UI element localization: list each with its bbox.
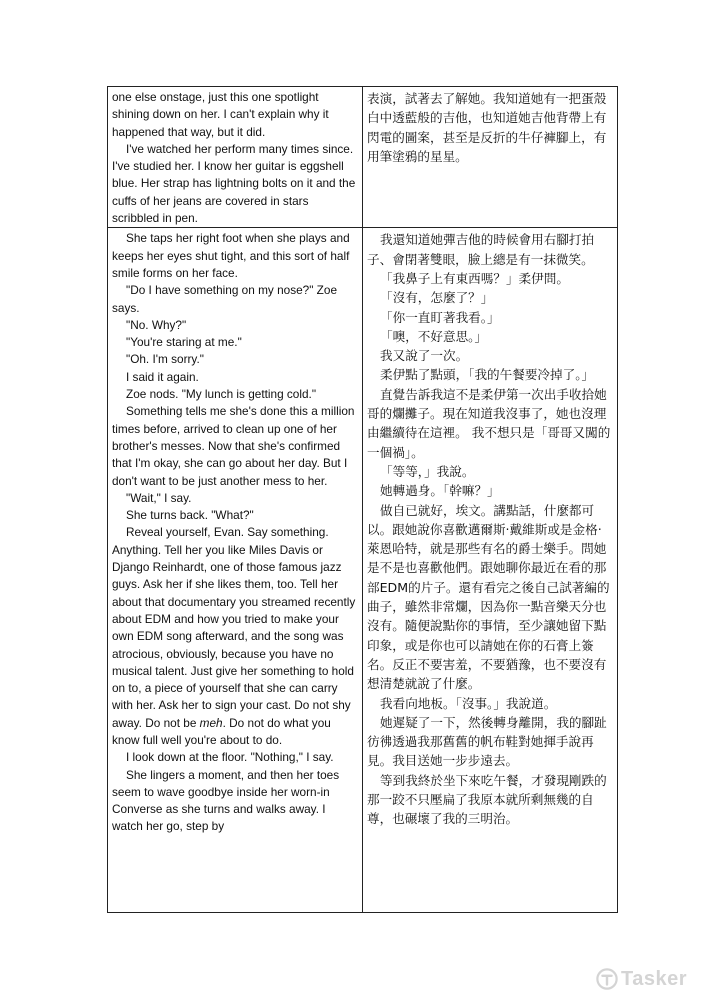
tasker-logo-icon — [596, 968, 618, 990]
en-paragraph: one else onstage, just this one spotlight shining down on her. I can't explain why it happened that way, but it did. — [112, 90, 329, 139]
en-paragraph: She lingers a moment, and then her toes seem to wave goodbye inside her worn-in Converse as she turns and walks away. I watch her go, step by — [112, 767, 340, 834]
en-paragraph: "Oh. I'm sorry." — [126, 352, 204, 367]
zh-paragraph: 直覺告訴我這不是柔伊第一次出手收拾她哥的爛攤子。現在知道我沒事了，她也沒理由繼續待在這裡。 我不想只是「哥哥又闖的一個禍」。 — [367, 386, 611, 460]
table-row — [108, 87, 618, 228]
en-text: Reveal yourself, Evan. Say something. Anything. Tell her you like Miles Davis or Django Reinhardt, one of those famous jazz guys. Ask her if she likes them, too. Tell her about that documentary you streamed recently about EDM and how you tried to make your own EDM song afterward, and the song was atrocious, obviously, because you have no musical talent. Just give her something to hold on to, a piece of yourself that she can carry with her. Ask her to sign your cast. Do not shy away. Do not be — [112, 525, 356, 730]
zh-paragraph: 做自已就好，埃文。講點話，什麼都可以。跟她說你喜歡邁爾斯‧戴維斯或是金格‧萊恩哈特，就是那些有名的爵士樂手。問她是不是也喜歡他們。跟她聊你最近在看的那部EDM的片子。還有看完之後自己試著編的曲子，雖然非常爛，因為你一點音樂天分也沒有。隨便說點你的事情，至少讓她留下點印象，或是你也可以請她在你的石膏上簽名。反正不要害羞，不要猶豫，也不要沒有想清楚就說了什麼。 — [367, 502, 610, 692]
en-paragraph: I said it again. — [126, 369, 199, 384]
zh-paragraph: 我看向地板。「沒事。」我說道。 — [380, 695, 557, 711]
table-row — [108, 228, 618, 913]
zh-paragraph: 「等等，」我說。 — [380, 463, 475, 479]
zh-paragraph: 「噢，不好意思。」 — [380, 328, 488, 344]
bilingual-table — [107, 86, 618, 913]
english-cell — [108, 228, 363, 913]
zh-paragraph: 我還知道她彈吉他的時候會用右腳打拍子、會閉著雙眼，臉上總是有一抹微笑。 — [367, 232, 595, 267]
watermark-text: Tasker — [621, 967, 688, 990]
en-paragraph: "No. Why?" — [126, 317, 187, 332]
en-paragraph — [112, 524, 358, 749]
zh-paragraph: 表演，試著去了解她。我知道她有一把蛋殼白中透藍般的吉他，也知道她吉他背帶上有閃電的圖案，甚至是反折的牛仔褲腳上，有用筆塗鴉的星星。 — [367, 91, 607, 164]
zh-paragraph: 「你一直盯著我看。」 — [380, 309, 500, 325]
bilingual-page — [107, 86, 611, 913]
tasker-watermark — [596, 965, 696, 993]
zh-paragraph: 「我鼻子上有東西嗎？」柔伊問。 — [380, 270, 569, 286]
en-emphasis: meh — [199, 715, 223, 730]
en-paragraph: She turns back. "What?" — [126, 508, 254, 523]
en-paragraph: I've watched her perform many times since. I've studied her. I know her guitar is eggshell blue. Her strap has lightning bolts on it and the cuffs of her jeans are covered in stars scribbled in pen. — [112, 141, 356, 226]
zh-paragraph: 等到我終於坐下來吃午餐，才發現剛跌的那一跤不只壓扁了我原本就所剩無幾的自尊，也碾壞了我的三明治。 — [367, 772, 607, 827]
en-paragraph: She taps her right foot when she plays and keeps her eyes shut tight, and this sort of half smile forms on her face. — [112, 231, 350, 280]
zh-paragraph: 她轉過身。「幹嘛？」 — [380, 483, 500, 499]
chinese-cell — [363, 87, 618, 228]
en-text: . Do not do what you know full well you're about to do. — [112, 715, 331, 747]
zh-paragraph: 她遲疑了一下，然後轉身離開，我的腳趾彷彿透過我那舊舊的帆布鞋對她揮手說再見。我目送她一步步遠去。 — [367, 714, 607, 769]
en-paragraph: "You're staring at me." — [126, 335, 242, 350]
english-cell — [108, 87, 363, 228]
en-paragraph: "Wait," I say. — [126, 490, 192, 505]
zh-paragraph: 柔伊點了點頭，「我的午餐要冷掉了。」 — [380, 367, 595, 383]
en-paragraph: "Do I have something on my nose?" Zoe says. — [112, 283, 338, 315]
chinese-cell — [363, 228, 618, 913]
en-paragraph: Zoe nods. "My lunch is getting cold." — [126, 387, 317, 402]
en-paragraph: Something tells me she's done this a million times before, arrived to clean up one of her brother's messes. Now that she's confirmed that I'm okay, she can go about her day. But I don't want to be just another mess to her. — [112, 404, 355, 488]
en-paragraph: I look down at the floor. "Nothing," I say. — [126, 750, 334, 765]
zh-paragraph: 「沒有，怎麼了？」 — [380, 290, 494, 306]
zh-paragraph: 我又說了一次。 — [380, 348, 469, 364]
